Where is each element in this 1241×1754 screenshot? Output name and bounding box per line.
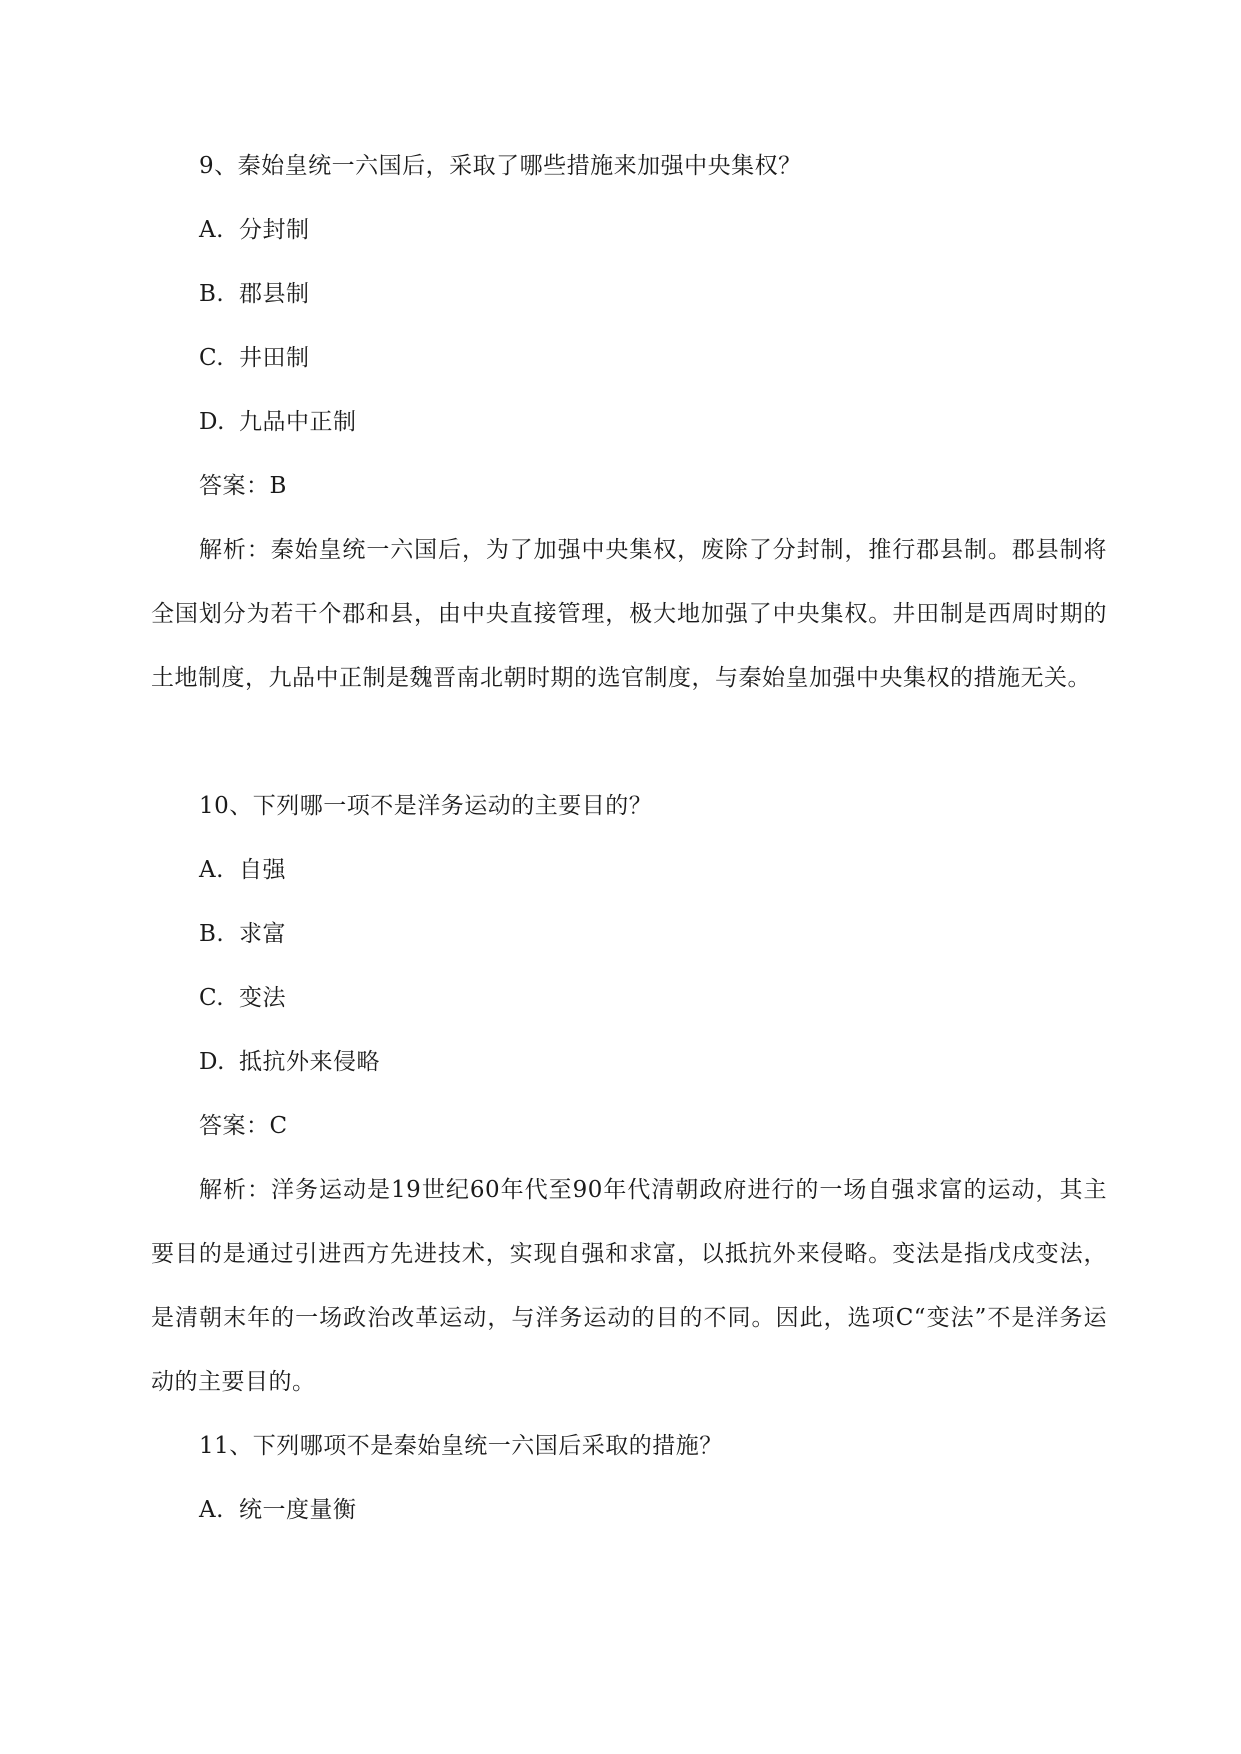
- option-letter: C.: [199, 985, 225, 1011]
- option-text: 分封制: [239, 217, 310, 243]
- question-9-option-a: [199, 214, 310, 246]
- option-text: 变法: [239, 985, 286, 1011]
- option-text: 九品中正制: [239, 409, 357, 435]
- option-letter: A.: [199, 857, 224, 883]
- question-9-answer: 答案：B: [199, 473, 287, 499]
- option-letter: D.: [199, 1049, 225, 1075]
- option-letter: D.: [199, 409, 225, 435]
- option-letter: B.: [199, 921, 225, 947]
- option-text: 郡县制: [239, 281, 310, 307]
- question-9-option-c: [199, 342, 310, 374]
- option-letter: A.: [199, 217, 224, 243]
- question-9-option-b: [199, 278, 310, 310]
- option-text: 求富: [239, 921, 286, 947]
- option-letter: C.: [199, 345, 225, 371]
- question-10-option-b: [199, 918, 286, 950]
- question-10-answer: 答案：C: [199, 1113, 288, 1139]
- option-letter: B.: [199, 281, 225, 307]
- question-10-stem: 10、下列哪一项不是洋务运动的主要目的？: [199, 793, 653, 819]
- option-text: 抵抗外来侵略: [239, 1049, 380, 1075]
- question-10-analysis: 解析：洋务运动是19世纪60年代至90年代清朝政府进行的一场自强求富的运动，其主要目的是通过引进西方先进技术，实现自强和求富，以抵抗外来侵略。变法是指戊戌变法，是清朝末年的一场政治改革运动，与洋务运动的目的不同。因此，选项C“变法”不是洋务运动的主要目的。: [151, 1177, 1107, 1395]
- question-11-stem: 11、下列哪项不是秦始皇统一六国后采取的措施？: [199, 1433, 723, 1459]
- option-text: 自强: [239, 857, 286, 883]
- question-9-analysis: 解析：秦始皇统一六国后，为了加强中央集权，废除了分封制，推行郡县制。郡县制将全国划分为若干个郡和县，由中央直接管理，极大地加强了中央集权。井田制是西周时期的土地制度，九品中正制是魏晋南北朝时期的选官制度，与秦始皇加强中央集权的措施无关。: [151, 537, 1107, 691]
- option-text: 井田制: [239, 345, 310, 371]
- question-9-stem: 9、秦始皇统一六国后，采取了哪些措施来加强中央集权？: [199, 153, 802, 179]
- question-10-option-d: [199, 1046, 380, 1078]
- option-text: 统一度量衡: [239, 1497, 357, 1523]
- question-10-option-a: [199, 854, 286, 886]
- question-9-option-d: [199, 406, 357, 438]
- question-10-option-c: [199, 982, 286, 1014]
- option-letter: A.: [199, 1497, 224, 1523]
- question-11-option-a: [199, 1494, 357, 1526]
